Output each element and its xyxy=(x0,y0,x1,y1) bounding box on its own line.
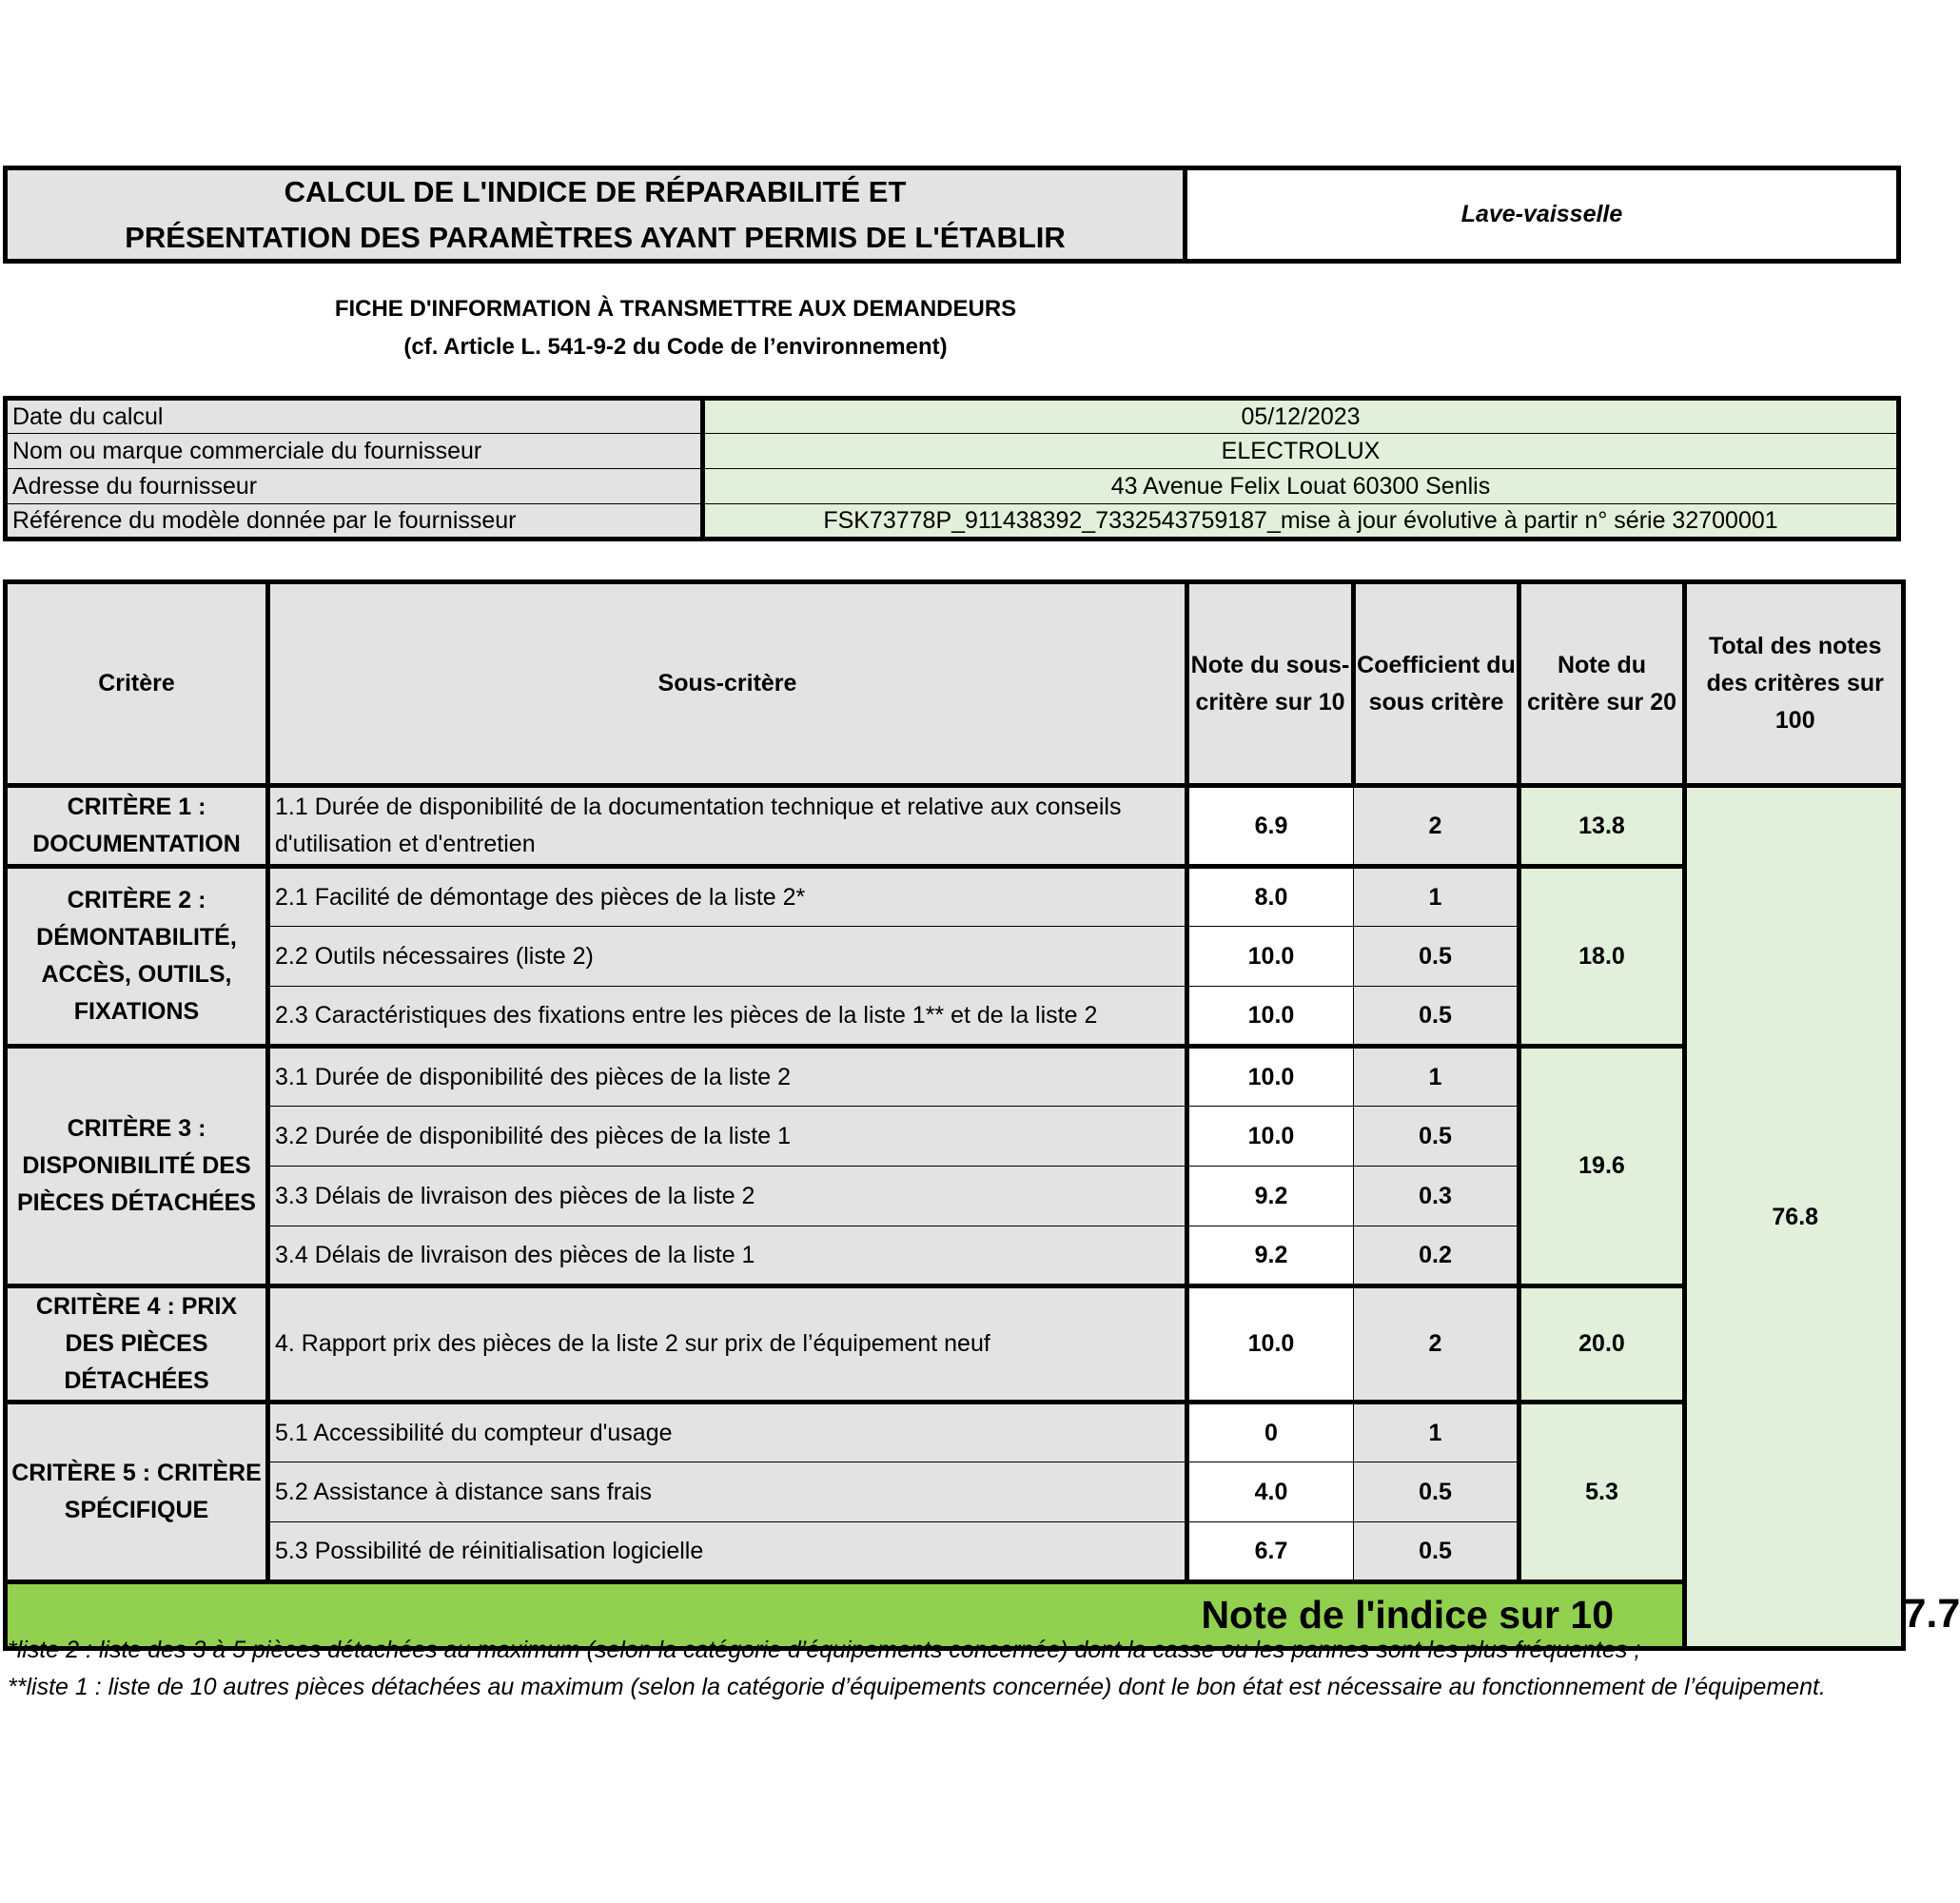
subcriterion-coef: 0.3 xyxy=(1354,1167,1519,1226)
document-header xyxy=(3,166,1901,264)
info-value: ELECTROLUX xyxy=(703,434,1899,469)
subcriterion-coef: 0.5 xyxy=(1354,1462,1519,1522)
title-line-2: PRÉSENTATION DES PARAMÈTRES AYANT PERMIS DE L'ÉTABLIR xyxy=(125,220,1066,254)
subcriterion-label: 3.3 Délais de livraison des pièces de la liste 2 xyxy=(268,1167,1187,1226)
subcriterion-label: 3.2 Durée de disponibilité des pièces de la liste 1 xyxy=(268,1107,1187,1167)
subcriterion-label: 4. Rapport prix des pièces de la liste 2 sur prix de l’équipement neuf xyxy=(268,1286,1187,1403)
title-line-1: CALCUL DE L'INDICE DE RÉPARABILITÉ ET xyxy=(284,174,907,208)
header-critere: Critère xyxy=(6,582,268,786)
criterion-2-score: 18.0 xyxy=(1519,867,1685,1047)
subcriterion-coef: 0.5 xyxy=(1354,987,1519,1047)
subcriterion-coef: 1 xyxy=(1354,867,1519,927)
product-type: Lave-vaisselle xyxy=(1460,201,1623,227)
subcriterion-label: 5.2 Assistance à distance sans frais xyxy=(268,1462,1187,1522)
info-row xyxy=(6,469,1899,504)
table-row xyxy=(6,1286,1904,1403)
criterion-5-name: CRITÈRE 5 : CRITÈRE SPÉCIFIQUE xyxy=(6,1403,268,1582)
subcriterion-coef: 2 xyxy=(1354,786,1519,867)
document-title xyxy=(8,170,1187,259)
subcriterion-note: 9.2 xyxy=(1187,1167,1354,1226)
criterion-1-score: 13.8 xyxy=(1519,786,1685,867)
fiche-subtitle xyxy=(162,290,1189,366)
subcriterion-note: 4.0 xyxy=(1187,1462,1354,1522)
criterion-5-score: 5.3 xyxy=(1519,1403,1685,1582)
criterion-4-name: CRITÈRE 4 : PRIX DES PIÈCES DÉTACHÉES xyxy=(6,1286,268,1403)
header-note-critere: Note du critère sur 20 xyxy=(1519,582,1685,786)
header-coefficient: Coefficient du sous critère xyxy=(1354,582,1519,786)
subcriterion-note: 6.7 xyxy=(1187,1522,1354,1582)
footnotes xyxy=(8,1632,1896,1706)
info-row xyxy=(6,399,1899,434)
header-sous-critere: Sous-critère xyxy=(268,582,1187,786)
subcriterion-coef: 1 xyxy=(1354,1403,1519,1462)
subcriterion-label: 3.1 Durée de disponibilité des pièces de la liste 2 xyxy=(268,1047,1187,1107)
info-label: Date du calcul xyxy=(6,399,703,434)
subcriterion-note: 8.0 xyxy=(1187,867,1354,927)
subcriterion-label: 1.1 Durée de disponibilité de la documentation technique et relative aux conseils d'utilisation et d'entretien xyxy=(268,786,1187,867)
subcriterion-coef: 1 xyxy=(1354,1047,1519,1107)
subcriterion-coef: 0.5 xyxy=(1354,1522,1519,1582)
subcriterion-label: 5.3 Possibilité de réinitialisation logicielle xyxy=(268,1522,1187,1582)
header-total: Total des notes des critères sur 100 xyxy=(1685,582,1904,786)
info-label: Nom ou marque commerciale du fournisseur xyxy=(6,434,703,469)
fiche-line-2: (cf. Article L. 541-9-2 du Code de l’environnement) xyxy=(403,334,948,360)
table-row xyxy=(6,786,1904,867)
subcriterion-label: 3.4 Délais de livraison des pièces de la liste 1 xyxy=(268,1226,1187,1286)
total-score-100: 76.8 xyxy=(1685,786,1904,1649)
supplier-info-table xyxy=(3,396,1901,541)
footnote-liste-2: *liste 2 : liste des 3 à 5 pièces détachées au maximum (selon la catégorie d’équipements concernée) dont la casse ou les pannes sont les plus fréquentes ; xyxy=(8,1637,1641,1663)
info-value: FSK73778P_911438392_7332543759187_mise à jour évolutive à partir n° série 32700001 xyxy=(703,504,1899,540)
criterion-2-name: CRITÈRE 2 : DÉMONTABILITÉ, ACCÈS, OUTILS, FIXATIONS xyxy=(6,867,268,1047)
table-row xyxy=(6,867,1904,927)
criterion-1-name: CRITÈRE 1 : DOCUMENTATION xyxy=(6,786,268,867)
subcriterion-note: 10.0 xyxy=(1187,1107,1354,1167)
criterion-4-score: 20.0 xyxy=(1519,1286,1685,1403)
repairability-table xyxy=(3,579,1960,1651)
subcriterion-coef: 2 xyxy=(1354,1286,1519,1403)
info-label: Référence du modèle donnée par le fournisseur xyxy=(6,504,703,540)
subcriterion-coef: 0.5 xyxy=(1354,927,1519,987)
fiche-line-1: FICHE D'INFORMATION À TRANSMETTRE AUX DEMANDEURS xyxy=(334,296,1017,322)
footnote-liste-1: **liste 1 : liste de 10 autres pièces détachées au maximum (selon la catégorie d’équipements concernée) dont le bon état est nécessaire au fonctionnement de l’équipement. xyxy=(8,1674,1826,1700)
subcriterion-note: 9.2 xyxy=(1187,1226,1354,1286)
header-note-sous: Note du sous-critère sur 10 xyxy=(1187,582,1354,786)
table-header-row xyxy=(6,582,1904,786)
subcriterion-label: 2.2 Outils nécessaires (liste 2) xyxy=(268,927,1187,987)
subcriterion-note: 10.0 xyxy=(1187,1286,1354,1403)
subcriterion-coef: 0.2 xyxy=(1354,1226,1519,1286)
info-value: 05/12/2023 xyxy=(703,399,1899,434)
info-row xyxy=(6,504,1899,540)
subcriterion-label: 2.3 Caractéristiques des fixations entre les pièces de la liste 1** et de la liste 2 xyxy=(268,987,1187,1047)
subcriterion-label: 2.1 Facilité de démontage des pièces de la liste 2* xyxy=(268,867,1187,927)
table-row xyxy=(6,1047,1904,1107)
subcriterion-note: 0 xyxy=(1187,1403,1354,1462)
subcriterion-note: 10.0 xyxy=(1187,987,1354,1047)
info-value: 43 Avenue Felix Louat 60300 Senlis xyxy=(703,469,1899,504)
subcriterion-note: 6.9 xyxy=(1187,786,1354,867)
info-row xyxy=(6,434,1899,469)
subcriterion-coef: 0.5 xyxy=(1354,1107,1519,1167)
subcriterion-note: 10.0 xyxy=(1187,1047,1354,1107)
subcriterion-note: 10.0 xyxy=(1187,927,1354,987)
criterion-3-name: CRITÈRE 3 : DISPONIBILITÉ DES PIÈCES DÉTACHÉES xyxy=(6,1047,268,1286)
info-label: Adresse du fournisseur xyxy=(6,469,703,504)
table-row xyxy=(6,1403,1904,1462)
criterion-3-score: 19.6 xyxy=(1519,1047,1685,1286)
final-score-label: Note de l'indice sur 10 xyxy=(6,1582,1685,1649)
subcriterion-label: 5.1 Accessibilité du compteur d'usage xyxy=(268,1403,1187,1462)
final-score-row: Note de l'indice sur 10 7.7 xyxy=(6,1582,1904,1649)
